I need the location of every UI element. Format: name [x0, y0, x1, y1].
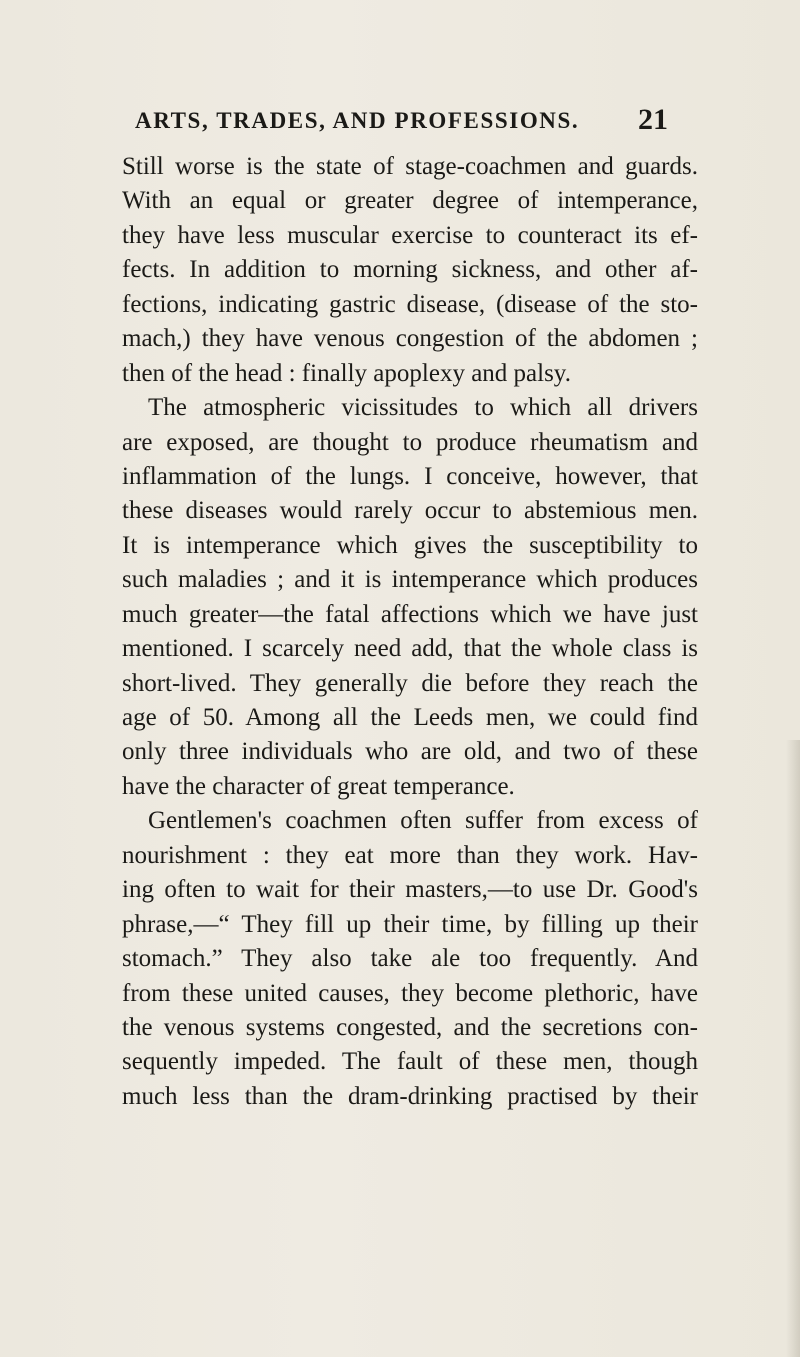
text-line: fections, indicating gastric disease, (disease of the sto- — [122, 290, 698, 318]
text-line: the venous systems congested, and the secretions con- — [122, 1013, 698, 1041]
text-line: only three individuals who are old, and two of these — [122, 738, 698, 766]
text-line: fects. In addition to morning sickness, and other af- — [122, 256, 698, 284]
text-line: stomach.” They also take ale too frequently. And — [122, 945, 698, 973]
text-line: short-lived. They generally die before they reach the — [122, 669, 698, 697]
text-line: mentioned. I scarcely need add, that the whole class is — [122, 635, 698, 663]
text-line: mach,) they have venous congestion of the abdomen ; — [122, 325, 698, 353]
text-line: It is intemperance which gives the susceptibility to — [122, 531, 698, 559]
text-line: have the character of great temperance. — [122, 772, 515, 800]
text-line: from these united causes, they become plethoric, have — [122, 979, 698, 1007]
text-line: are exposed, are thought to produce rheumatism and — [122, 428, 698, 456]
text-line: Gentlemen's coachmen often suffer from excess of — [148, 807, 698, 835]
text-line: these diseases would rarely occur to abstemious men. — [122, 497, 698, 525]
text-line: sequently impeded. The fault of these men, though — [122, 1048, 698, 1076]
text-line: ing often to wait for their masters,—to use Dr. Good's — [122, 876, 698, 904]
text-line: With an equal or greater degree of intemperance, — [122, 187, 698, 215]
text-line: much less than the dram-drinking practised by their — [122, 1082, 698, 1110]
page-number: 21 — [638, 103, 668, 136]
text-line: Still worse is the state of stage-coachmen and guards. — [122, 153, 698, 180]
running-head — [0, 103, 800, 148]
text-line: such maladies ; and it is intemperance which produces — [122, 566, 698, 594]
text-line: The atmospheric vicissitudes to which all drivers — [148, 394, 698, 422]
running-head-title: ARTS, TRADES, AND PROFESSIONS. — [135, 108, 580, 133]
body-text — [122, 150, 698, 1114]
text-line: then of the head : finally apoplexy and palsy. — [122, 359, 571, 387]
text-line: inflammation of the lungs. I conceive, however, that — [122, 462, 698, 490]
text-line: they have less muscular exercise to counteract its ef- — [122, 221, 698, 249]
page-edge-shadow — [786, 740, 800, 1357]
text-line: much greater—the fatal affections which we have just — [122, 600, 698, 628]
text-line: age of 50. Among all the Leeds men, we could find — [122, 704, 698, 731]
text-line: nourishment : they eat more than they work. Hav- — [122, 841, 698, 869]
text-line: phrase,—“ They fill up their time, by filling up their — [122, 910, 698, 938]
